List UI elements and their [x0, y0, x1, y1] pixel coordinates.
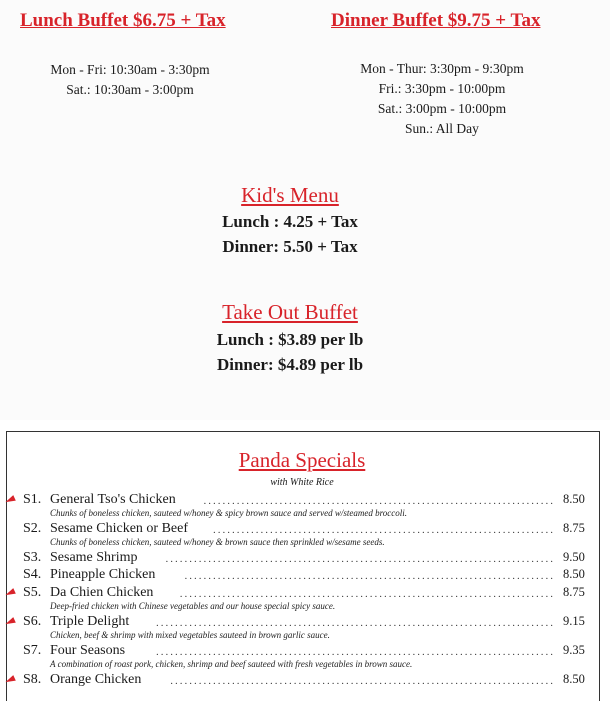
dot-leader: ..............................................................................	[184, 570, 555, 582]
menu-item-code: S6.	[23, 614, 42, 629]
menu-item-name: Triple Delight	[50, 614, 130, 629]
kids-menu-title: Kid's Menu	[241, 183, 339, 207]
dot-leader: ....................................................................................	[156, 646, 555, 658]
dot-leader: ..................................................................................	[165, 553, 555, 565]
menu-item-price: 9.50	[563, 550, 585, 564]
menu-item-name: Orange Chicken	[50, 672, 142, 687]
menu-item-code: S8.	[23, 672, 42, 687]
menu-item-price: 8.50	[563, 492, 585, 506]
dinner-hours	[342, 59, 542, 139]
hours-line: Sun.: All Day	[405, 121, 479, 136]
dot-leader: ...............................................................................	[179, 588, 555, 600]
menu-item-name: Sesame Shrimp	[50, 550, 138, 565]
hours-line: Sat.: 3:00pm - 10:00pm	[377, 101, 507, 116]
menu-item-description: Chunks of boneless chicken, sauteed w/honey & spicy brown sauce and served w/steamed broccoli.	[50, 508, 408, 518]
menu-item-code: S5.	[23, 585, 42, 600]
menu-item-code: S4.	[23, 567, 42, 582]
dinner-buffet-title: Dinner Buffet $9.75 + Tax	[331, 10, 541, 31]
menu-item-name: Four Seasons	[50, 643, 126, 658]
hours-line: Mon - Thur: 3:30pm - 9:30pm	[360, 61, 524, 76]
menu-item-description: Chicken, beef & shrimp with mixed vegetables sauteed in brown garlic sauce.	[50, 630, 330, 640]
lunch-buffet-title: Lunch Buffet $6.75 + Tax	[20, 10, 226, 31]
menu-item-price: 8.50	[563, 672, 585, 686]
panda-specials-subtitle: with White Rice	[270, 477, 334, 488]
kids-dinner-price: Dinner: 5.50 + Tax	[222, 237, 358, 256]
hours-line: Sat.: 10:30am - 3:00pm	[66, 82, 194, 97]
panda-specials-title: Panda Specials	[238, 448, 366, 472]
hours-line: Mon - Fri: 10:30am - 3:30pm	[50, 62, 210, 77]
menu-item-price: 8.50	[563, 567, 585, 581]
take-out-dinner-price: Dinner: $4.89 per lb	[216, 355, 364, 374]
menu-item-price: 9.35	[563, 643, 585, 657]
dot-leader: .................................................................................	[170, 675, 555, 687]
menu-item-description: Deep-fried chicken with Chinese vegetables and our house special spicy sauce.	[50, 601, 336, 611]
take-out-lunch-price: Lunch : $3.89 per lb	[216, 330, 364, 349]
lunch-hours	[30, 60, 230, 100]
menu-item-code: S3.	[23, 550, 42, 565]
menu-item-price: 8.75	[563, 585, 585, 599]
kids-lunch-price: Lunch : 4.25 + Tax	[222, 212, 358, 231]
menu-item-name: Sesame Chicken or Beef	[50, 521, 189, 536]
menu-item-code: S7.	[23, 643, 42, 658]
dot-leader: ..........................................................................	[203, 495, 555, 507]
menu-item-name: General Tso's Chicken	[50, 492, 176, 507]
hours-line: Fri.: 3:30pm - 10:00pm	[378, 81, 506, 96]
menu-item-code: S1.	[23, 492, 42, 507]
menu-item-price: 8.75	[563, 521, 585, 535]
dot-leader: ........................................................................	[213, 524, 555, 536]
take-out-buffet-title: Take Out Buffet	[222, 300, 358, 324]
dot-leader: ....................................................................................	[156, 617, 555, 629]
menu-item-price: 9.15	[563, 614, 585, 628]
menu-item-name: Pineapple Chicken	[50, 567, 156, 582]
menu-item-description: A combination of roast pork, chicken, shrimp and beef sauteed with fresh vegetables in brown sauce.	[50, 659, 413, 669]
menu-item-name: Da Chien Chicken	[50, 585, 154, 600]
menu-item-description: Chunks of boneless chicken, sauteed w/honey & brown sauce then sprinkled w/sesame seeds.	[50, 537, 385, 547]
menu-item-code: S2.	[23, 521, 42, 536]
